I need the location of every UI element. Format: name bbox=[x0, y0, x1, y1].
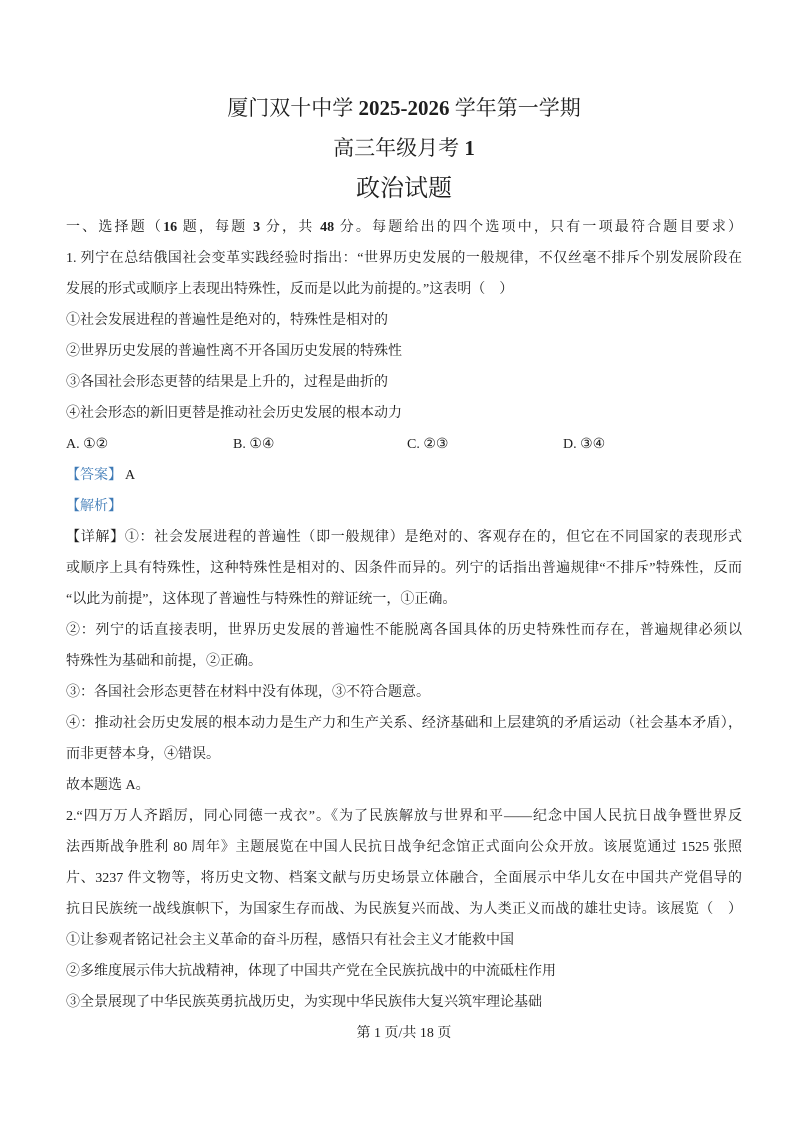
q2-stem-line: 2.“四万万人齐蹈厉，同心同德一戎衣”。《为了民族解放与世界和平——纪念中国人民抗日战争暨世界反 bbox=[66, 809, 742, 824]
q1-stem-line: 发展的形式或顺序上表现出特殊性，反而是以此为前提的。”这表明（ ） bbox=[66, 282, 514, 297]
q1-statement-4: ④社会形态的新旧更替是推动社会历史发展的根本动力 bbox=[66, 406, 402, 421]
q1-statement-3: ③各国社会形态更替的结果是上升的，过程是曲折的 bbox=[66, 375, 388, 390]
q1-option-c: C. ②③ bbox=[407, 437, 449, 452]
section-heading-text: 分，共 bbox=[260, 220, 321, 235]
title-semester: 学年第一学期 bbox=[449, 96, 581, 120]
page-title-line-2 bbox=[66, 128, 742, 168]
title-academic-year: 2025-2026 bbox=[358, 96, 450, 120]
answer-label: 【答案】 bbox=[66, 468, 122, 483]
section-heading-text: 题，每题 bbox=[177, 220, 254, 235]
q1-analysis-row bbox=[66, 491, 742, 522]
title-school-name: 厦门双十中学 bbox=[227, 96, 359, 120]
q2-stem-line: 法西斯战争胜利 80 周年》主题展览在中国人民抗日战争纪念馆正式面向公众开放。该展览通过 1525 张照 bbox=[66, 840, 742, 855]
page-number-footer: 第 1 页/共 18 页 bbox=[356, 1026, 452, 1041]
q1-statement-2: ②世界历史发展的普遍性离不开各国历史发展的特殊性 bbox=[66, 344, 402, 359]
q2-stem-line: 片、3237 件文物等，将历史文物、档案文献与历史场景立体融合，全面展示中华儿女在中国共产党倡导的 bbox=[66, 871, 742, 886]
q2-statement-3: ③全景展现了中华民族英勇抗战历史，为实现中华民族伟大复兴筑牢理论基础 bbox=[66, 995, 542, 1010]
q1-detail-line: ②：列宁的话直接表明，世界历史发展的普遍性不能脱离各国具体的历史特殊性而存在，普遍规律必须以 bbox=[66, 623, 742, 638]
q1-stem-line: 1. 列宁在总结俄国社会变革实践经验时指出：“世界历史发展的一般规律，不仅丝毫不排斥个别发展阶段在 bbox=[66, 251, 742, 266]
section-heading-text: 一、选择题（ bbox=[66, 220, 164, 235]
page-content bbox=[66, 88, 742, 1049]
section-points-total: 48 bbox=[320, 220, 335, 235]
q2-statement-2: ②多维度展示伟大抗战精神，体现了中国共产党在全民族抗战中的中流砥柱作用 bbox=[66, 964, 556, 979]
q1-detail-line: 而非更替本身，④错误。 bbox=[66, 747, 220, 762]
q1-statement-1: ①社会发展进程的普遍性是绝对的，特殊性是相对的 bbox=[66, 313, 388, 328]
section-heading-text: 分。每题给出的四个选项中，只有一项最符合题目要求） bbox=[334, 220, 742, 235]
page-title-subject: 政治试题 bbox=[356, 176, 452, 202]
q1-option-d: D. ③④ bbox=[563, 437, 606, 452]
title-grade-exam: 高三年级月考 bbox=[333, 136, 465, 160]
section-points-each: 3 bbox=[253, 220, 261, 235]
q1-detail-line: 或顺序上具有特殊性，这种特殊性是相对的、因条件而异的。列宁的话指出普遍规律“不排斥”特殊性，反而 bbox=[66, 561, 742, 576]
q1-detail-line: ④：推动社会历史发展的根本动力是生产力和生产关系、经济基础和上层建筑的矛盾运动（社会基本矛盾）， bbox=[66, 716, 742, 731]
page-title-line-1 bbox=[66, 88, 742, 128]
q1-answer-row bbox=[66, 460, 742, 491]
q1-detail-line: 特殊性为基础和前提，②正确。 bbox=[66, 654, 262, 669]
q1-detail-line: “以此为前提”，这体现了普遍性与特殊性的辩证统一，①正确。 bbox=[66, 592, 457, 607]
q2-statement-1: ①让参观者铭记社会主义革命的奋斗历程，感悟只有社会主义才能救中国 bbox=[66, 933, 514, 948]
analysis-label: 【解析】 bbox=[66, 499, 122, 514]
q1-option-b: B. ①④ bbox=[233, 437, 275, 452]
q1-detail-line: 【详解】①：社会发展进程的普遍性（即一般规律）是绝对的、客观存在的，但它在不同国家的表现形式 bbox=[66, 530, 742, 545]
section-question-count: 16 bbox=[163, 220, 178, 235]
q1-options-row bbox=[66, 429, 742, 460]
title-exam-number: 1 bbox=[464, 136, 475, 160]
q2-stem-line: 抗日民族统一战线旗帜下，为国家生存而战、为民族复兴而战、为人类正义而战的雄壮史诗。该展览（ ） bbox=[66, 902, 742, 917]
q1-option-a: A. ①② bbox=[66, 437, 109, 452]
section-heading bbox=[66, 212, 742, 243]
q1-conclusion-line: 故本题选 A。 bbox=[66, 778, 150, 793]
answer-value: A bbox=[125, 468, 136, 483]
q1-detail-line: ③：各国社会形态更替在材料中没有体现，③不符合题意。 bbox=[66, 685, 430, 700]
